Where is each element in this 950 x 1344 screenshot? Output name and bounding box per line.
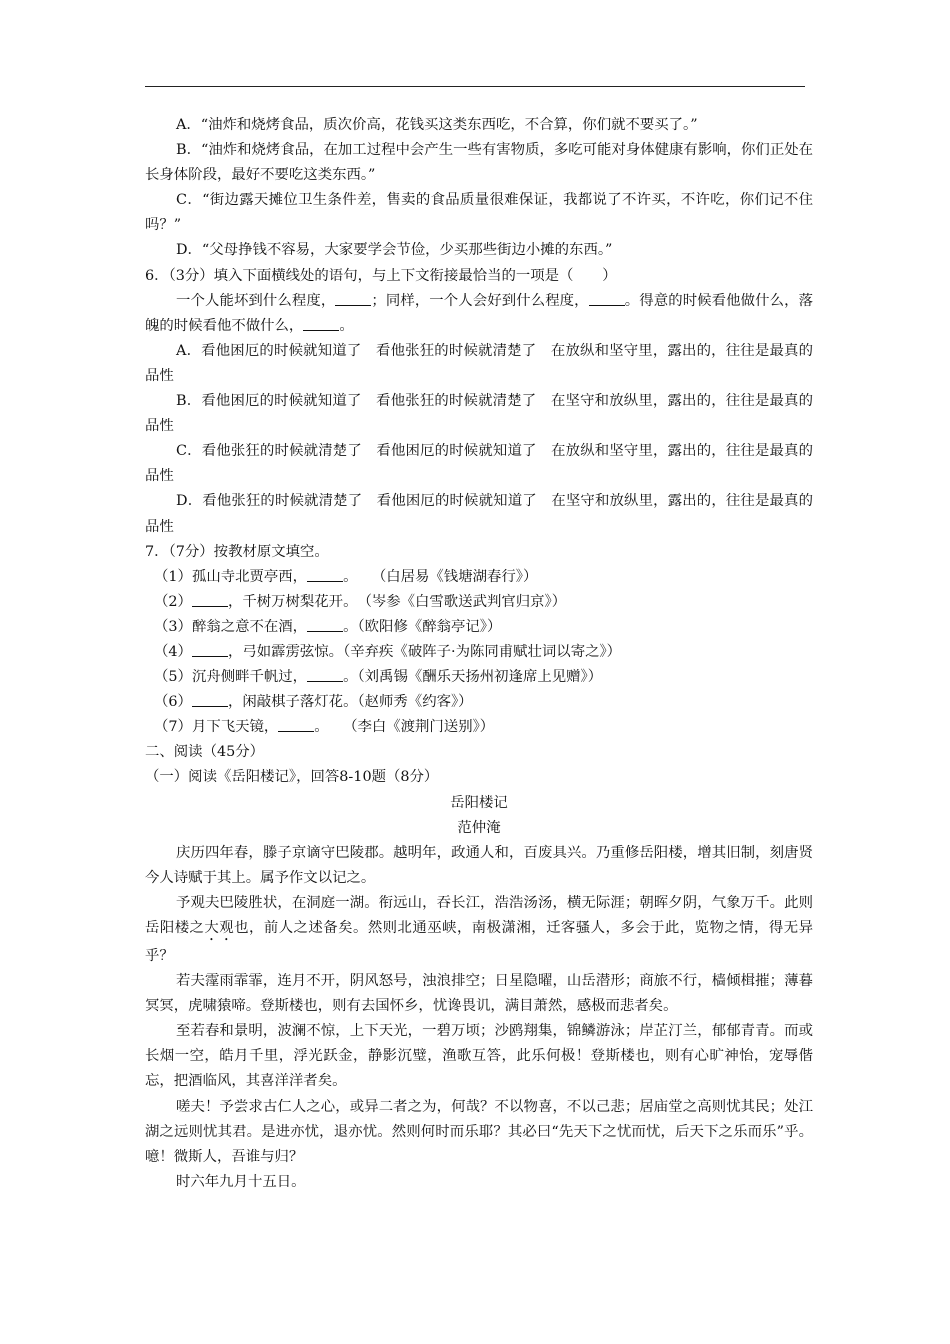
q7-item <box>145 715 813 740</box>
q7-item-before: 醉翁之意不在酒， <box>191 618 308 635</box>
answer-blank <box>192 592 228 607</box>
q7-item-after: ，千树万树梨花开。 （岑参《白雪歌送武判官归京》） <box>227 593 567 610</box>
q7-stem: 7．（7分）按教材原文填空。 <box>145 543 329 560</box>
section-subheading: （一）阅读《岳阳楼记》，回答8-10题（8分） <box>145 769 439 786</box>
header-rule <box>145 86 805 87</box>
answer-blank <box>303 316 339 331</box>
q6-passage-part-4: 。 <box>339 317 354 334</box>
q7-item-after: 。 （李白《渡荆门送别》） <box>314 719 495 736</box>
q7-item-after: 。 （白居易《钱塘湖春行》） <box>343 568 538 585</box>
article-paragraph: 若夫霪雨霏霏，连月不开，阴风怒号，浊浪排空；日星隐曜，山岳潜形；商旅不行，樯倾楫摧；薄暮冥冥，虎啸猿啼。登斯楼也，则有去国怀乡，忧谗畏讥，满目萧然，感极而悲者矣。 <box>145 973 813 1015</box>
q7-item-after: 。（刘禹锡《酬乐天扬州初逢席上见赠》） <box>343 669 603 686</box>
answer-blank <box>192 642 228 657</box>
q6-stem: 6．（3分）填入下面横线处的语句，与上下文衔接最恰当的一项是（ ） <box>145 267 617 284</box>
q7-item-num: （1） <box>154 568 192 585</box>
q7-item <box>145 665 813 690</box>
q7-item <box>145 565 813 590</box>
article-paragraph <box>145 891 813 969</box>
q6-option-c: C．看他张狂的时候就清楚了 看他困厄的时候就知道了 在放纵和坚守里，露出的，往往是最真的品性 <box>145 443 813 485</box>
q6-option-a: A．看他困厄的时候就知道了 看他张狂的时候就清楚了 在放纵和坚守里，露出的，往往是最真的品性 <box>145 342 813 384</box>
article-date: 时六年九月十五日。 <box>176 1173 306 1190</box>
paragraph-text: 也，前人之述备矣。然则北通巫峡，南极潇湘，迁客骚人，多会于此，览物之情，得无异乎？ <box>145 920 813 964</box>
q7-item-after: 。（欧阳修《醉翁亭记》） <box>343 618 502 635</box>
answer-blank <box>307 667 343 682</box>
q5-option-c: C．“街边露天摊位卫生条件差，售卖的食品质量很难保证，我都说了不许买，不许吃，你们记不住吗？” <box>145 192 813 234</box>
article-paragraph: 嗟夫！予尝求古仁人之心，或异二者之为，何哉？不以物喜，不以己悲；居庙堂之高则忧其民；处江湖之远则忧其君。是进亦忧，退亦忧。然则何时而乐耶？其必曰“先天下之忧而忧，后天下之乐而乐”乎。噫！微斯人，吾谁与归？ <box>145 1098 813 1165</box>
q6-option-d: D．看他张狂的时候就清楚了 看他困厄的时候就知道了 在坚守和放纵里，露出的，往往是最真的品性 <box>145 493 813 535</box>
q7-item-num: （5） <box>154 669 192 686</box>
answer-blank <box>278 717 314 732</box>
answer-blank <box>589 291 625 306</box>
q6-passage-part-2: ；同样，一个人会好到什么程度， <box>371 292 589 309</box>
q7-item-before: 孤山寺北贾亭西， <box>191 568 308 585</box>
article-paragraph: 至若春和景明，波澜不惊，上下天光，一碧万顷；沙鸥翔集，锦鳞游泳；岸芷汀兰，郁郁青青。而或长烟一空，皓月千里，浮光跃金，静影沉璧，渔歌互答，此乐何极！登斯楼也，则有心旷神怡，宠辱偕忘，把酒临风，其喜洋洋者矣。 <box>145 1023 813 1090</box>
answer-blank <box>335 291 371 306</box>
answer-blank <box>192 692 228 707</box>
q7-item-num: （4） <box>154 643 192 660</box>
exam-page-content <box>145 113 813 1195</box>
q7-item-before: 沉舟侧畔千帆过， <box>191 669 308 686</box>
q7-item-num: （7） <box>154 719 192 736</box>
q5-option-a: A．“油炸和烧烤食品，质次价高，花钱买这类东西吃，不合算，你们就不要买了。” <box>176 117 698 133</box>
q7-item <box>145 590 813 615</box>
q7-item-num: （2） <box>154 593 192 610</box>
article-paragraph: 庆历四年春，滕子京谪守巴陵郡。越明年，政通人和，百废具兴。乃重修岳阳楼，增其旧制，刻唐贤今人诗赋于其上。属予作文以记之。 <box>145 844 813 886</box>
q7-item-after: ，闲敲棋子落灯花。（赵师秀《约客》） <box>227 694 473 711</box>
article-title: 岳阳楼记 <box>450 794 508 811</box>
q7-item <box>145 640 813 665</box>
article-author: 范仲淹 <box>457 819 501 836</box>
answer-blank <box>307 567 343 582</box>
q6-passage-part-1: 一个人能坏到什么程度， <box>176 292 336 309</box>
q7-item-before: 月下飞天镜， <box>191 719 279 736</box>
q5-option-d: D．“父母挣钱不容易，大家要学会节俭，少买那些街边小摊的东西。” <box>176 242 613 259</box>
section-heading: 二、阅读（45分） <box>145 744 265 761</box>
emphasized-word: 大观 <box>204 920 235 936</box>
q5-option-b: B．“油炸和烧烤食品，在加工过程中会产生一些有害物质，多吃可能对身体健康有影响，你们正处在长身体阶段，最好不要吃这类东西。” <box>145 142 813 184</box>
q7-item <box>145 615 813 640</box>
q7-item-num: （3） <box>154 618 192 635</box>
q7-item-num: （6） <box>154 694 192 711</box>
answer-blank <box>307 617 343 632</box>
paragraph-text: 予观夫巴陵胜状，在洞庭一湖。衔远山，吞长江，浩浩汤汤，横无际涯；朝晖夕阴，气象万千。此则岳阳楼之 <box>145 894 813 936</box>
q6-passage-part-3: 。得意的时候看他做什么，落魄的时候看他不做什么， <box>145 292 813 334</box>
q6-option-b: B．看他困厄的时候就知道了 看他张狂的时候就清楚了 在坚守和放纵里，露出的，往往是最真的品性 <box>145 393 813 435</box>
q7-item <box>145 690 813 715</box>
q7-item-after: ，弓如霹雳弦惊。（辛弃疾《破阵子·为陈同甫赋壮词以寄之》） <box>227 643 622 660</box>
q6-passage <box>145 289 813 339</box>
